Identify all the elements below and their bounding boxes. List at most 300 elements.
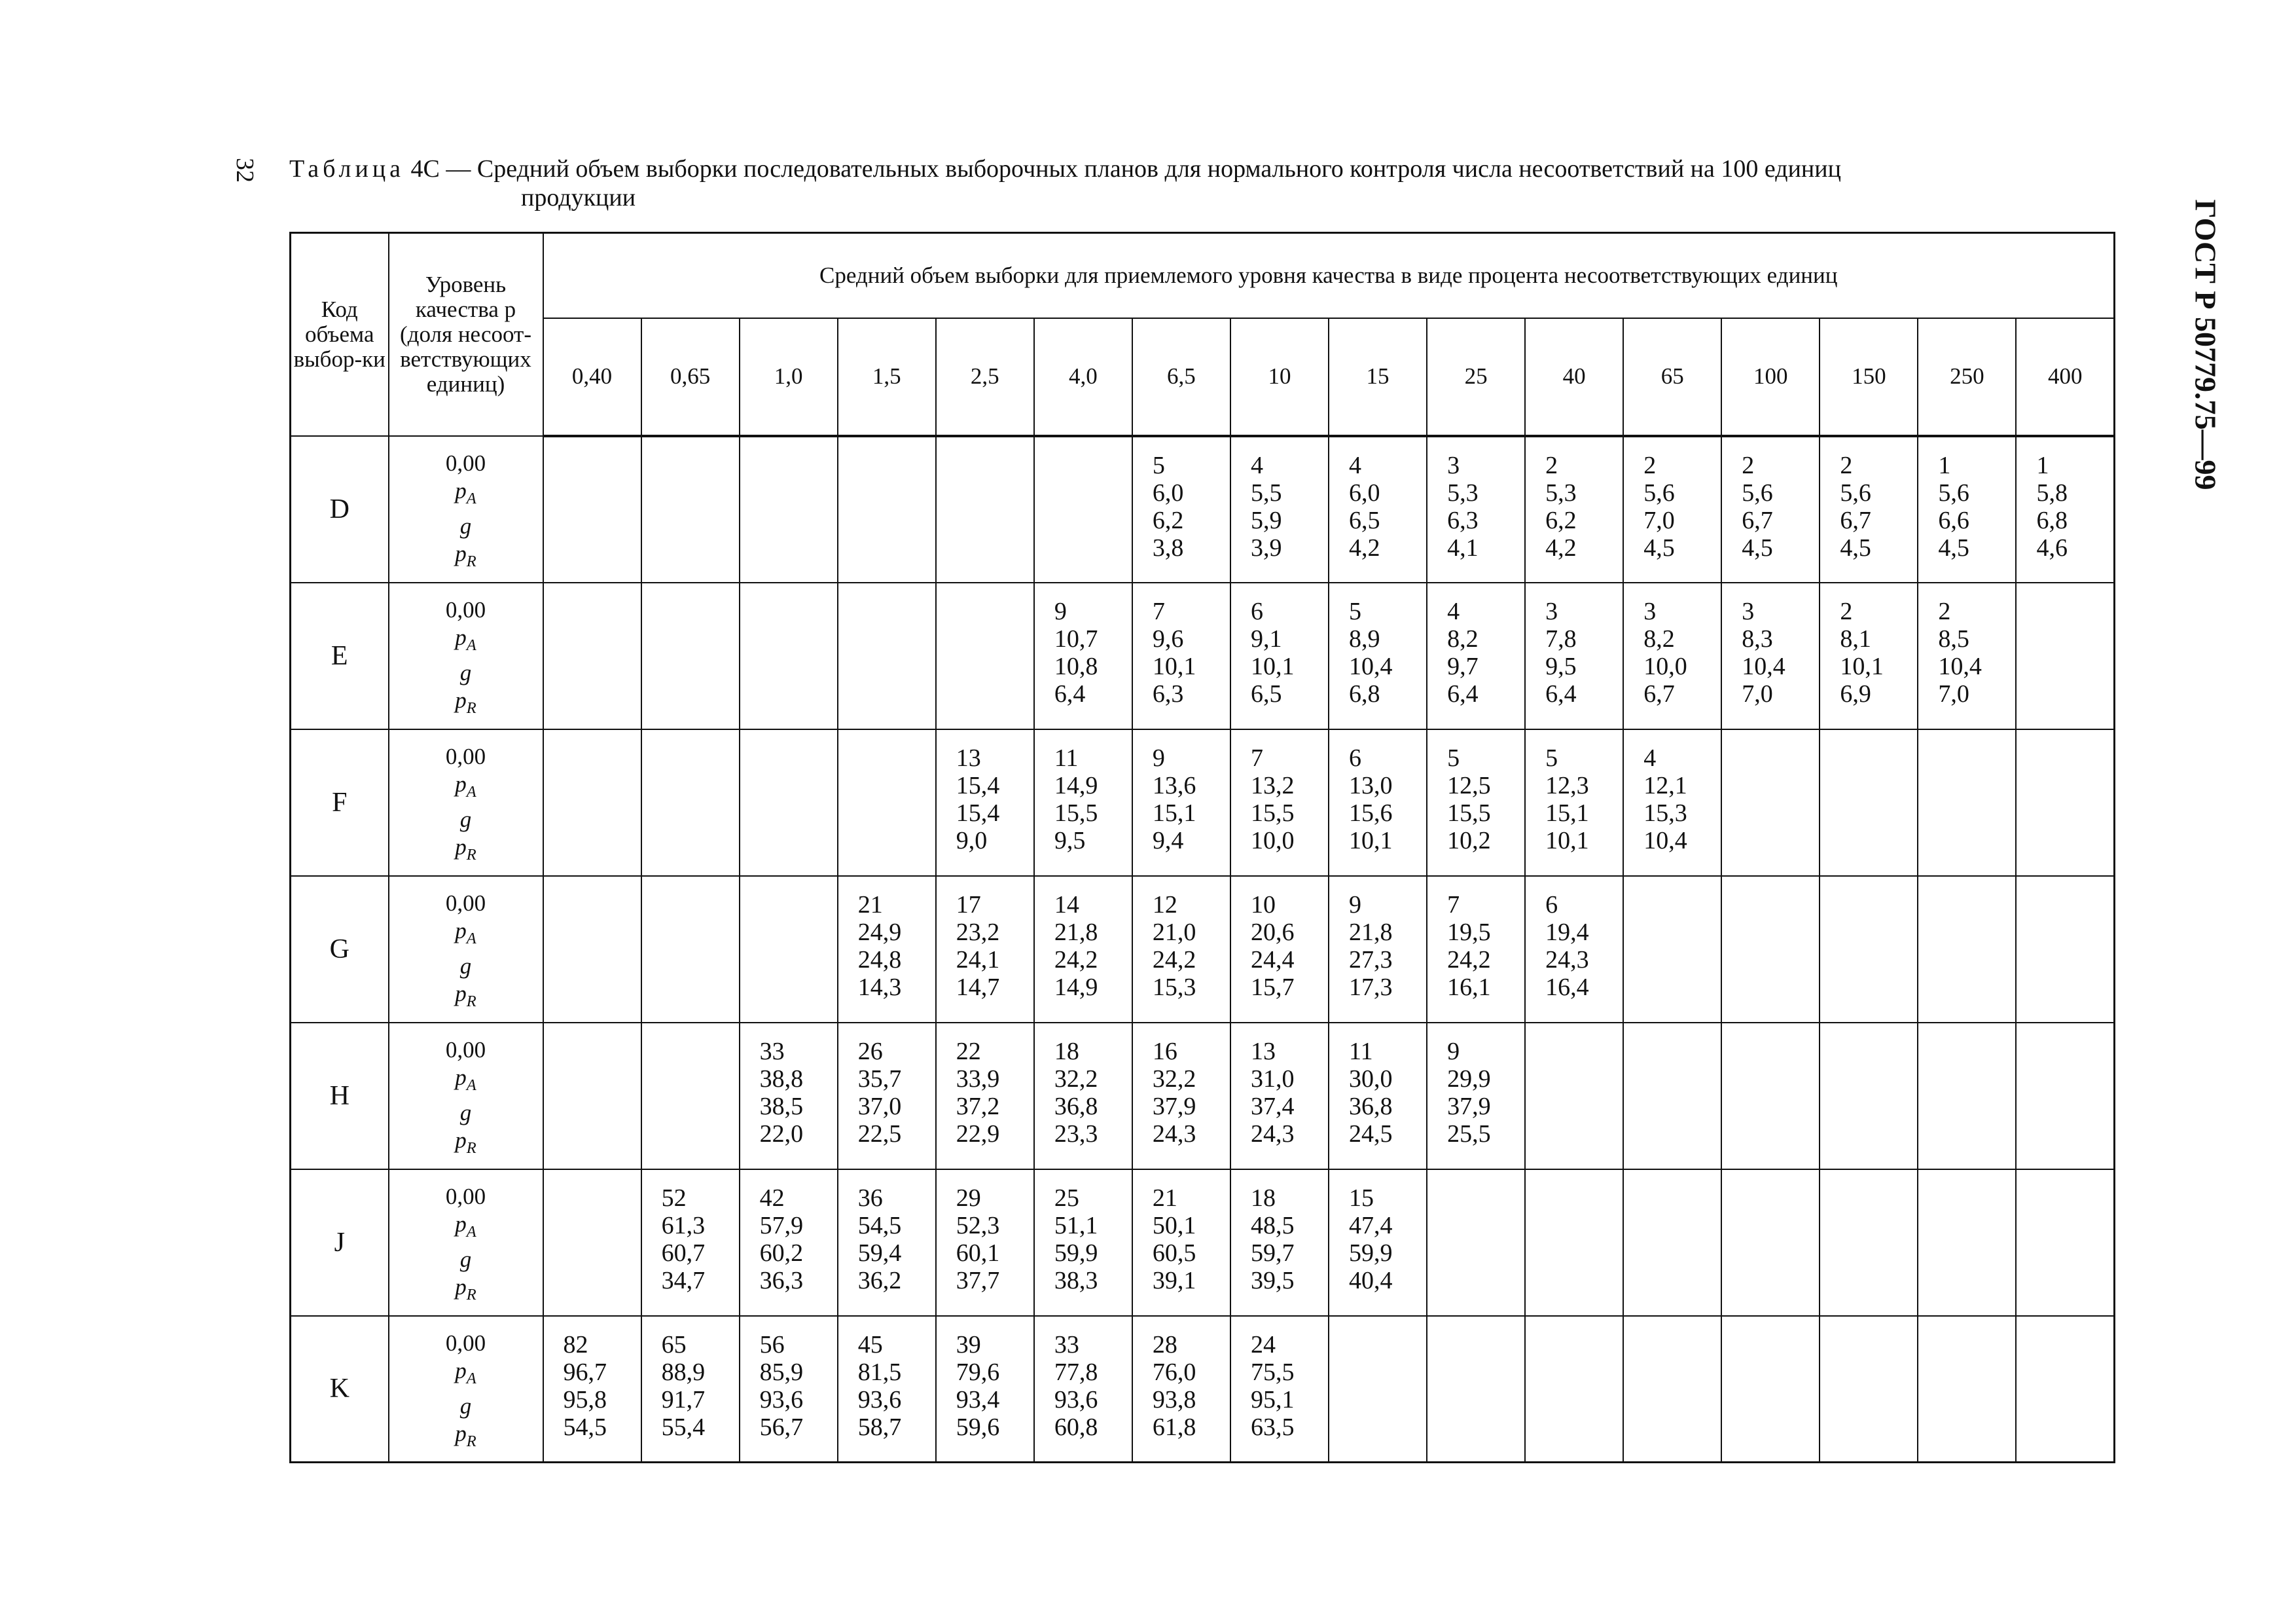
header-aql: 2,5 — [936, 318, 1034, 436]
cell-value: 35,7 — [857, 1065, 902, 1093]
header-aql: 1,5 — [838, 318, 936, 436]
table-cell — [1721, 1316, 1820, 1463]
table-cell — [641, 876, 740, 1023]
table-cell — [543, 729, 641, 876]
caption-title-line1: 4С — Средний объем выборки последовательных выборочных планов для нормального контроля числа несоответствий на 100 единиц — [410, 155, 1841, 183]
cell-value: 24,2 — [1152, 945, 1196, 974]
cell-value: 14,9 — [1054, 973, 1098, 1001]
cell-value: 37,9 — [1152, 1092, 1196, 1120]
header-aql: 65 — [1623, 318, 1721, 436]
param-pr: $p_R$ — [455, 1127, 476, 1157]
table-cell — [740, 1023, 838, 1169]
cell-value: 5,6 — [1742, 479, 1773, 507]
cell-value: 4,2 — [1349, 534, 1380, 562]
cell-value: 10,4 — [1643, 826, 1687, 854]
table-cell — [1427, 583, 1525, 729]
cell-value: 88,9 — [661, 1358, 706, 1386]
cell-value: 27,3 — [1349, 945, 1393, 974]
cell-value: 15,1 — [1545, 799, 1589, 827]
cell-value: 85,9 — [759, 1358, 804, 1386]
cell-value: 75,5 — [1250, 1358, 1295, 1386]
cell-value: 5 — [1349, 597, 1361, 625]
cell-value: 13 — [956, 744, 981, 772]
table-cell — [1132, 729, 1230, 876]
header-aql: 15 — [1329, 318, 1427, 436]
table-cell — [1132, 876, 1230, 1023]
cell-value: 20,6 — [1250, 918, 1295, 946]
cell-value: 16 — [1152, 1037, 1177, 1065]
cell-value: 10 — [1250, 890, 1276, 919]
param-g: g — [459, 953, 472, 979]
table-cell — [740, 876, 838, 1023]
param-pa: $p_A$ — [455, 1064, 476, 1094]
table-cell — [936, 729, 1034, 876]
header-aql: 25 — [1427, 318, 1525, 436]
cell-value: 6,2 — [1152, 506, 1184, 534]
table-cell — [1329, 729, 1427, 876]
cell-value: 23,2 — [956, 918, 1000, 946]
cell-value: 93,6 — [857, 1385, 902, 1413]
cell-value: 10,1 — [1349, 826, 1393, 854]
cell-value: 1 — [1938, 451, 1951, 479]
cell-value: 59,9 — [1054, 1239, 1098, 1267]
table-cell — [1721, 583, 1820, 729]
table-cell — [740, 436, 838, 583]
cell-value: 10,0 — [1643, 652, 1687, 680]
table-cell — [1918, 729, 2016, 876]
table-cell — [1329, 1169, 1427, 1316]
cell-value: 6,5 — [1349, 506, 1380, 534]
cell-value: 18 — [1054, 1037, 1079, 1065]
param-pa: $p_A$ — [455, 771, 476, 801]
cell-value: 37,7 — [956, 1266, 1000, 1294]
cell-value: 52,3 — [956, 1211, 1000, 1239]
header-aql: 400 — [2016, 318, 2114, 436]
cell-value: 2 — [1643, 451, 1657, 479]
table-cell — [936, 1169, 1034, 1316]
cell-value: 10,2 — [1447, 826, 1491, 854]
table-cell — [1623, 876, 1721, 1023]
cell-value: 93,4 — [956, 1385, 1000, 1413]
cell-value: 33 — [759, 1037, 785, 1065]
table-cell — [543, 1023, 641, 1169]
table-cell — [1329, 876, 1427, 1023]
cell-value: 14,3 — [857, 973, 902, 1001]
table-cell — [1230, 1023, 1329, 1169]
table-cell — [2016, 1023, 2114, 1169]
cell-value: 15,1 — [1152, 799, 1196, 827]
cell-value: 17 — [956, 890, 981, 919]
header-quality-level: Уровень качества p (доля несоот-ветствующих единиц) — [389, 233, 543, 436]
table-cell — [2016, 436, 2114, 583]
cell-value: 3 — [1545, 597, 1558, 625]
cell-value: 7 — [1250, 744, 1263, 772]
table-row — [291, 583, 2115, 729]
table-cell — [1918, 436, 2016, 583]
table-cell — [1230, 876, 1329, 1023]
cell-value: 10,1 — [1250, 652, 1295, 680]
table-cell — [641, 436, 740, 583]
cell-value: 40,4 — [1349, 1266, 1393, 1294]
header-aql: 0,65 — [641, 318, 740, 436]
cell-value: 6,2 — [1545, 506, 1577, 534]
cell-value: 6,4 — [1447, 680, 1479, 708]
cell-value: 4,5 — [1840, 534, 1871, 562]
table-cell — [1230, 1169, 1329, 1316]
table-cell — [1525, 1023, 1623, 1169]
cell-value: 8,1 — [1840, 625, 1871, 653]
cell-value: 16,4 — [1545, 973, 1589, 1001]
cell-value: 25,5 — [1447, 1120, 1491, 1148]
cell-value: 7,0 — [1742, 680, 1773, 708]
table-cell — [543, 583, 641, 729]
cell-value: 28 — [1152, 1330, 1177, 1359]
row-code: G — [291, 876, 389, 1023]
standard-code: ГОСТ Р 50779.75—99 — [2189, 199, 2223, 490]
cell-value: 19,5 — [1447, 918, 1491, 946]
table-cell — [1329, 1316, 1427, 1463]
cell-value: 10,4 — [1938, 652, 1982, 680]
cell-value: 8,9 — [1349, 625, 1380, 653]
table-cell — [838, 436, 936, 583]
cell-value: 24,3 — [1152, 1120, 1196, 1148]
table-cell — [1427, 729, 1525, 876]
cell-value: 42 — [759, 1184, 785, 1212]
cell-value: 65 — [661, 1330, 687, 1359]
cell-value: 8,2 — [1643, 625, 1675, 653]
cell-value: 39,1 — [1152, 1266, 1196, 1294]
cell-value: 39,5 — [1250, 1266, 1295, 1294]
cell-value: 9,0 — [956, 826, 988, 854]
table-cell — [1329, 1023, 1427, 1169]
row-parameter-labels — [389, 583, 543, 729]
cell-value: 9,6 — [1152, 625, 1184, 653]
cell-value: 9 — [1349, 890, 1361, 919]
cell-value: 61,3 — [661, 1211, 706, 1239]
cell-value: 4,5 — [1938, 534, 1969, 562]
cell-value: 21 — [857, 890, 883, 919]
cell-value: 6,4 — [1545, 680, 1577, 708]
param-pr: $p_R$ — [455, 1420, 476, 1450]
cell-value: 18 — [1250, 1184, 1276, 1212]
cell-value: 37,9 — [1447, 1092, 1491, 1120]
cell-value: 2 — [1840, 451, 1853, 479]
cell-value: 5,9 — [1250, 506, 1282, 534]
cell-value: 58,7 — [857, 1413, 902, 1441]
cell-value: 15,3 — [1643, 799, 1687, 827]
table-cell — [1918, 876, 2016, 1023]
cell-value: 24,8 — [857, 945, 902, 974]
table-row — [291, 1169, 2115, 1316]
cell-value: 9,5 — [1054, 826, 1086, 854]
cell-value: 3,9 — [1250, 534, 1282, 562]
table-cell — [936, 1023, 1034, 1169]
cell-value: 4 — [1643, 744, 1657, 772]
caption-label: Таблица — [289, 155, 405, 183]
table-cell — [1820, 729, 1918, 876]
param-g: g — [459, 806, 472, 832]
table-cell — [1034, 1316, 1132, 1463]
cell-value: 12 — [1152, 890, 1177, 919]
caption-title-line2: продукции — [521, 184, 636, 211]
header-aql: 250 — [1918, 318, 2016, 436]
table-cell — [543, 876, 641, 1023]
table-cell — [1427, 1023, 1525, 1169]
cell-value: 15,3 — [1152, 973, 1196, 1001]
table-cell — [1623, 1316, 1721, 1463]
row-parameter-labels — [389, 436, 543, 583]
table-cell — [1918, 1023, 2016, 1169]
row-parameter-labels — [389, 876, 543, 1023]
row-parameter-labels — [389, 1316, 543, 1463]
table-cell — [1034, 1023, 1132, 1169]
cell-value: 96,7 — [563, 1358, 607, 1386]
cell-value: 9 — [1447, 1037, 1460, 1065]
cell-value: 9 — [1054, 597, 1067, 625]
cell-value: 59,6 — [956, 1413, 1000, 1441]
cell-value: 24,4 — [1250, 945, 1295, 974]
cell-value: 8,3 — [1742, 625, 1773, 653]
cell-value: 10,1 — [1152, 652, 1196, 680]
header-code: Код объема выбор-ки — [291, 233, 389, 436]
cell-value: 6,5 — [1250, 680, 1282, 708]
table-cell — [838, 729, 936, 876]
cell-value: 24,2 — [1447, 945, 1491, 974]
cell-value: 37,0 — [857, 1092, 902, 1120]
cell-value: 29 — [956, 1184, 981, 1212]
cell-value: 60,1 — [956, 1239, 1000, 1267]
param-g: g — [459, 1099, 472, 1125]
cell-value: 21,0 — [1152, 918, 1196, 946]
sample-size-table — [289, 232, 2115, 1463]
param-g: g — [459, 513, 472, 539]
table-cell — [936, 1316, 1034, 1463]
cell-value: 1 — [2036, 451, 2049, 479]
cell-value: 5,5 — [1250, 479, 1282, 507]
table-cell — [543, 1316, 641, 1463]
param-pr: $p_R$ — [455, 980, 476, 1010]
table-cell — [740, 1316, 838, 1463]
cell-value: 2 — [1840, 597, 1853, 625]
cell-value: 7,8 — [1545, 625, 1577, 653]
table-cell — [1525, 1169, 1623, 1316]
table-cell — [1525, 729, 1623, 876]
table-cell — [1623, 583, 1721, 729]
cell-value: 5,3 — [1545, 479, 1577, 507]
cell-value: 24,1 — [956, 945, 1000, 974]
cell-value: 14,7 — [956, 973, 1000, 1001]
param-zero: 0,00 — [445, 1330, 486, 1356]
table-cell — [1820, 1316, 1918, 1463]
cell-value: 63,5 — [1250, 1413, 1295, 1441]
cell-value: 93,6 — [1054, 1385, 1098, 1413]
table-cell — [1132, 436, 1230, 583]
cell-value: 77,8 — [1054, 1358, 1098, 1386]
cell-value: 6,0 — [1152, 479, 1184, 507]
cell-value: 5,6 — [1840, 479, 1871, 507]
table-cell — [1427, 876, 1525, 1023]
row-code: J — [291, 1169, 389, 1316]
cell-value: 24,5 — [1349, 1120, 1393, 1148]
cell-value: 24,9 — [857, 918, 902, 946]
table-cell — [1132, 1169, 1230, 1316]
cell-value: 6,9 — [1840, 680, 1871, 708]
param-pr: $p_R$ — [455, 833, 476, 864]
table-cell — [1820, 876, 1918, 1023]
table-cell — [1820, 1169, 1918, 1316]
cell-value: 33,9 — [956, 1065, 1000, 1093]
cell-value: 3,8 — [1152, 534, 1184, 562]
cell-value: 6 — [1545, 890, 1558, 919]
cell-value: 19,4 — [1545, 918, 1589, 946]
cell-value: 36,8 — [1349, 1092, 1393, 1120]
cell-value: 12,1 — [1643, 771, 1687, 799]
cell-value: 9,7 — [1447, 652, 1479, 680]
cell-value: 54,5 — [857, 1211, 902, 1239]
row-code: F — [291, 729, 389, 876]
table-cell — [2016, 876, 2114, 1023]
table-cell — [838, 1316, 936, 1463]
cell-value: 15,6 — [1349, 799, 1393, 827]
table-cell — [1427, 436, 1525, 583]
param-g: g — [459, 1393, 472, 1419]
cell-value: 48,5 — [1250, 1211, 1295, 1239]
table-cell — [1623, 1169, 1721, 1316]
table-row — [291, 436, 2115, 583]
cell-value: 5,6 — [1643, 479, 1675, 507]
table-cell — [1329, 583, 1427, 729]
cell-value: 9,1 — [1250, 625, 1282, 653]
table-cell — [1132, 583, 1230, 729]
table-cell — [1132, 1023, 1230, 1169]
cell-value: 6,7 — [1742, 506, 1773, 534]
param-pa: $p_A$ — [455, 917, 476, 947]
table-cell — [1230, 583, 1329, 729]
param-g: g — [459, 659, 472, 685]
cell-value: 4 — [1447, 597, 1460, 625]
cell-value: 11 — [1054, 744, 1079, 772]
header-aql: 100 — [1721, 318, 1820, 436]
header-group: Средний объем выборки для приемлемого уровня качества в виде процента несоответствующих единиц — [543, 233, 2115, 318]
table-row — [291, 729, 2115, 876]
cell-value: 61,8 — [1152, 1413, 1196, 1441]
cell-value: 4 — [1349, 451, 1361, 479]
table-cell — [641, 1169, 740, 1316]
header-aql: 40 — [1525, 318, 1623, 436]
param-pa: $p_A$ — [455, 1357, 476, 1387]
cell-value: 17,3 — [1349, 973, 1393, 1001]
cell-value: 12,5 — [1447, 771, 1491, 799]
table-cell — [1525, 1316, 1623, 1463]
cell-value: 76,0 — [1152, 1358, 1196, 1386]
table-cell — [1034, 1169, 1132, 1316]
cell-value: 8,5 — [1938, 625, 1969, 653]
cell-value: 91,7 — [661, 1385, 706, 1413]
cell-value: 4,5 — [1742, 534, 1773, 562]
cell-value: 59,4 — [857, 1239, 902, 1267]
cell-value: 11 — [1349, 1037, 1373, 1065]
cell-value: 2 — [1742, 451, 1755, 479]
cell-value: 5,3 — [1447, 479, 1479, 507]
table-cell — [1525, 876, 1623, 1023]
cell-value: 26 — [857, 1037, 883, 1065]
table-cell — [1329, 436, 1427, 583]
cell-value: 59,7 — [1250, 1239, 1295, 1267]
table-cell — [543, 1169, 641, 1316]
cell-value: 55,4 — [661, 1413, 706, 1441]
cell-value: 21,8 — [1054, 918, 1098, 946]
table-cell — [838, 1023, 936, 1169]
cell-value: 56,7 — [759, 1413, 804, 1441]
cell-value: 21,8 — [1349, 918, 1393, 946]
cell-value: 21 — [1152, 1184, 1177, 1212]
cell-value: 13,2 — [1250, 771, 1295, 799]
cell-value: 24,3 — [1545, 945, 1589, 974]
cell-value: 38,3 — [1054, 1266, 1098, 1294]
table-cell — [1918, 1316, 2016, 1463]
table-cell — [740, 583, 838, 729]
cell-value: 59,9 — [1349, 1239, 1393, 1267]
table-cell — [1230, 1316, 1329, 1463]
table-cell — [2016, 1316, 2114, 1463]
table-cell — [1721, 729, 1820, 876]
table-cell — [936, 876, 1034, 1023]
cell-value: 39 — [956, 1330, 981, 1359]
cell-value: 32,2 — [1152, 1065, 1196, 1093]
table-cell — [1820, 583, 1918, 729]
table-cell — [1820, 1023, 1918, 1169]
cell-value: 14 — [1054, 890, 1079, 919]
cell-value: 3 — [1742, 597, 1755, 625]
row-code: E — [291, 583, 389, 729]
cell-value: 60,8 — [1054, 1413, 1098, 1441]
cell-value: 10,1 — [1840, 652, 1884, 680]
table-cell — [838, 876, 936, 1023]
cell-value: 29,9 — [1447, 1065, 1491, 1093]
cell-value: 82 — [563, 1330, 588, 1359]
cell-value: 36,2 — [857, 1266, 902, 1294]
param-g: g — [459, 1246, 472, 1272]
table-cell — [1623, 436, 1721, 583]
row-code: K — [291, 1316, 389, 1463]
table-cell — [1623, 729, 1721, 876]
cell-value: 22,5 — [857, 1120, 902, 1148]
cell-value: 10,4 — [1742, 652, 1785, 680]
cell-value: 37,2 — [956, 1092, 1000, 1120]
param-pr: $p_R$ — [455, 540, 476, 570]
cell-value: 5 — [1447, 744, 1460, 772]
table-cell — [1721, 436, 1820, 583]
cell-value: 34,7 — [661, 1266, 706, 1294]
cell-value: 95,1 — [1250, 1385, 1295, 1413]
table-cell — [641, 729, 740, 876]
cell-value: 5,6 — [1938, 479, 1969, 507]
cell-value: 15,5 — [1054, 799, 1098, 827]
cell-value: 15,5 — [1447, 799, 1491, 827]
table-row — [291, 1023, 2115, 1169]
table-cell — [1034, 876, 1132, 1023]
param-pr: $p_R$ — [455, 687, 476, 717]
cell-value: 16,1 — [1447, 973, 1491, 1001]
param-zero: 0,00 — [445, 1183, 486, 1209]
param-zero: 0,00 — [445, 890, 486, 916]
cell-value: 4,5 — [1643, 534, 1675, 562]
cell-value: 6,8 — [1349, 680, 1380, 708]
cell-value: 23,3 — [1054, 1120, 1098, 1148]
header-aql: 1,0 — [740, 318, 838, 436]
cell-value: 15,7 — [1250, 973, 1295, 1001]
cell-value: 5,8 — [2036, 479, 2068, 507]
